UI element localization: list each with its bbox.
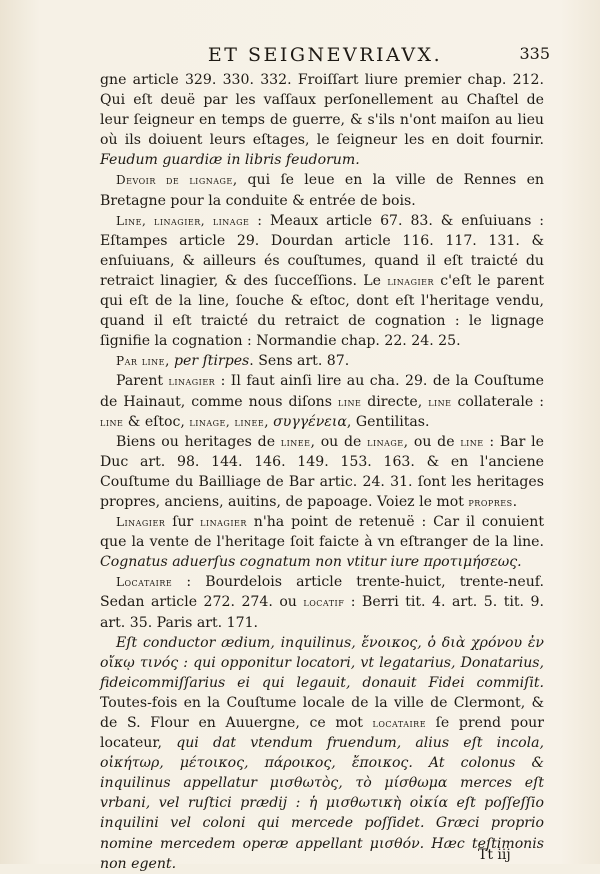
text-run: Cognatus aduerſus cognatum non vtitur iure προτιμήσεως.: [100, 554, 522, 571]
text-run: ,: [264, 413, 274, 430]
text-run: directe,: [361, 393, 429, 410]
text-run: line: [100, 414, 124, 429]
text-run: locatif: [303, 595, 345, 610]
text-run: line: [428, 394, 452, 409]
text-run: , ou de: [403, 433, 461, 450]
text-run: linagier: [200, 515, 247, 530]
text-run: συγγένεια: [273, 413, 347, 430]
text-run: Eſt conductor ædium, inquilinus, ἔνοικος, ὁ διὰ χρόνου ἐν οἴκῳ τινός : qui opponitur locatori, vt legatarius, Donatarius, fideicommiſſarius ei qui legauit, donauit Fidei commiſit.: [100, 634, 544, 691]
text-run: Feudum guardiæ in libris feudorum.: [100, 152, 360, 169]
text-run: ,: [165, 353, 174, 370]
running-title: ET SEIGNEVRIAVX.: [207, 44, 443, 66]
paragraph: [100, 512, 544, 572]
text-run: line: [337, 394, 362, 409]
paragraph: [100, 572, 544, 632]
text-run: : Berri tit. 4. art. 5. tit. 9. art. 35. Paris art. 171.: [100, 594, 544, 631]
text-run: linee: [280, 434, 311, 449]
text-run: , Gentilitas.: [346, 413, 430, 430]
signature-mark: Tt iij: [478, 847, 511, 863]
paragraph: [100, 211, 544, 352]
main-text: [100, 70, 544, 874]
text-run: collaterale :: [451, 393, 544, 410]
text-run: Devoir de lignage: [116, 173, 233, 188]
text-run: ſur: [165, 514, 201, 531]
text-run: qui dat vtendum fruendum, alius eſt incola, οἰκήτωρ, μέτοικος, πάροικος, ἔποικος. At colonus & inquilinus appellatur μισθωτὸς, τὸ μίσθωμα merces eſt vrbani, vel ruſtici prædij : ἡ μισθωτικὴ οἰκία eſt poſſeſſio inquilini vel coloni qui mercede poſſidet. Græci proprio nomine mercedem operæ appellant μισθόν. Hæc teſtimonis non egent.: [100, 735, 544, 872]
text-run: Par line: [116, 354, 166, 369]
paragraph: [100, 351, 544, 371]
paragraph: [100, 432, 544, 512]
text-run: linagier: [168, 374, 216, 389]
text-run: : Bar le Duc art. 98. 144. 146. 149. 153. 163. & en l'anciene Couſtume du Bailliage de Bar artic. 24. 31. ſont les heritages propres, anciens, auitins, de papoage. Voiez le mot: [100, 433, 544, 510]
text-run: n'ha point de retenuë : Car il conuient que la vente de l'heritage ſoit faicte à vn eſtranger de la line.: [100, 514, 544, 551]
page-number: 335: [519, 44, 550, 63]
text-run: Locataire: [116, 575, 173, 590]
text-run: Toutes-fois en la Couſtume locale de la ville de Clermont, & de S. Flour en Auuergne, ce mot: [100, 694, 544, 731]
text-run: linage: [367, 434, 404, 449]
text-run: Line, linagier, linage: [116, 213, 250, 228]
text-run: , ou de: [310, 433, 368, 450]
running-header: [100, 44, 550, 66]
text-run: propres: [468, 494, 513, 509]
text-run: Parent: [116, 373, 169, 390]
text-run: locataire: [372, 716, 427, 730]
text-run: .: [512, 493, 518, 510]
text-run: ſe prend pour locateur,: [100, 715, 544, 752]
text-run: gne article 329. 330. 332. Froiſſart liure premier chap. 212. Qui eſt deuë par les vaſſaux perſonellement au Chaſtel de leur ſeigneur en temps de guerre, & s'ils n'ont maiſon au lieu où ils doiuent leurs eſtages, le ſeigneur les en doit fournir.: [100, 72, 544, 149]
text-run: : Bourdelois article trente-huict, trente-neuf. Sedan article 272. 274. ou: [100, 574, 544, 611]
paragraph: [100, 371, 544, 431]
text-run: linage, linee: [189, 414, 265, 429]
text-run: linagier: [387, 273, 434, 288]
text-run: per ſtirpes: [173, 353, 250, 370]
text-run: Biens ou heritages de: [116, 433, 281, 450]
paragraph: [100, 170, 544, 210]
text-run: c'eſt le parent qui eſt de la line, ſouche & eſtoc, dont eſt l'heritage vendu, quand il eſt traicté du retraict de cognation : le lignage ſignifie la cognation : Normandie chap. 22. 24. 25.: [100, 272, 544, 350]
text-run: & eſtoc,: [123, 413, 190, 430]
text-run: Linagier: [116, 515, 166, 530]
text-run: , qui ſe leue en la ville de Rennes en Bretagne pour la conduite & entrée de bois.: [100, 172, 545, 209]
text-run: line: [460, 434, 484, 449]
text-run: : Meaux article 67. 83. & enſuiuans : Eſtampes article 29. Dourdan article 116. 117. 131. & enſuiuans, & ailleurs és couſtumes, quand il eſt traicté du retraict linagier, & des ſucceſſions. Le: [100, 212, 544, 289]
text-run: : Il faut ainſi lire au cha. 29. de la Couſtume de Hainaut, comme nous diſons: [100, 373, 544, 410]
paragraph: [100, 633, 544, 874]
text-run: . Sens art. 87.: [249, 353, 350, 370]
paragraph: [100, 70, 544, 170]
